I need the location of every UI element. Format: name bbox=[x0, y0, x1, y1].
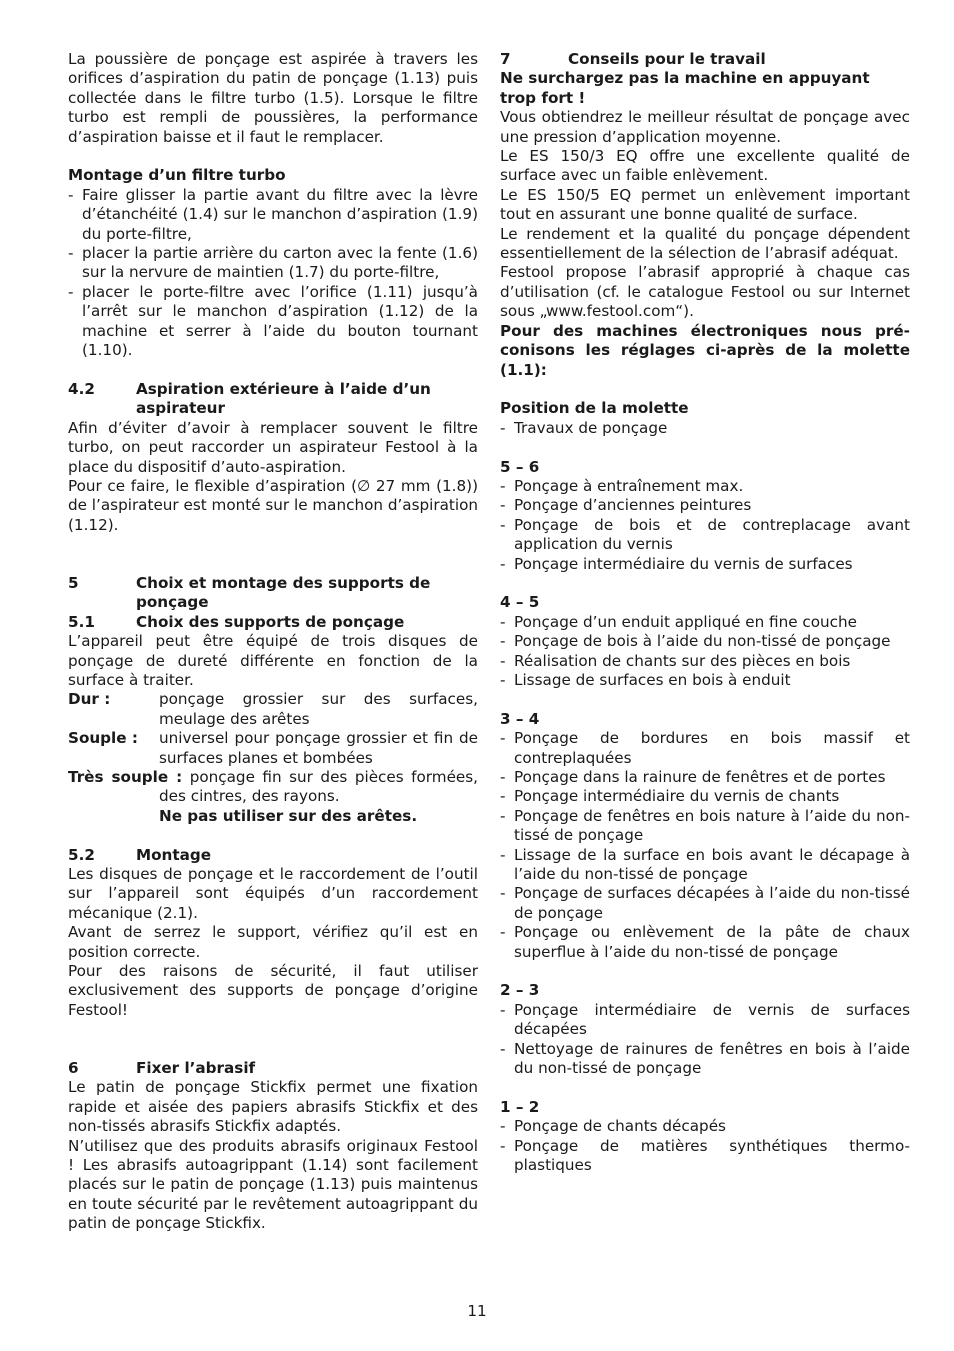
section-title: Choix des supports de ponçage bbox=[136, 612, 405, 631]
setting-list bbox=[500, 1117, 910, 1175]
right-column bbox=[500, 50, 910, 1175]
section-5-1-paragraph: L’appareil peut être équipé de trois disques de ponçage de dureté différente en fonction de la surface à traiter. bbox=[68, 632, 478, 689]
list-item: - Ponçage ou enlèvement de la pâte de chaux superflue à l’aide du non-tissé de ponçage bbox=[500, 923, 910, 962]
list-item: - Ponçage de bois à l’aide du non-tissé de ponçage bbox=[500, 632, 910, 651]
setting-list bbox=[500, 477, 910, 574]
term-dur bbox=[68, 690, 478, 729]
list-item: - Ponçage de surfaces décapées à l’aide du non-tissé de ponçage bbox=[500, 884, 910, 923]
setting-range: 4 – 5 bbox=[500, 593, 540, 612]
recommendation-text: Pour des machines électroniques nous pré-conisons les réglages ci-après de la molette (1.1): bbox=[500, 321, 910, 379]
section-number: 6 bbox=[68, 1059, 79, 1078]
term-description: ponçage fin sur des pièces formées, des cintres, des rayons. bbox=[159, 767, 478, 806]
section-7-paragraph-1: Vous obtiendrez le meilleur résultat de ponçage avec une pression d’application moyenne. bbox=[500, 108, 910, 146]
setting-range: 3 – 4 bbox=[500, 709, 540, 728]
term-label: Dur : bbox=[68, 690, 111, 709]
setting-range: 5 – 6 bbox=[500, 457, 540, 476]
section-number: 4.2 bbox=[68, 379, 95, 398]
section-7-paragraph-3: Le ES 150/5 EQ permet un enlèvement important tout en assurant une bonne qualité de surface. bbox=[500, 185, 910, 224]
section-5-2-paragraph-1: Les disques de ponçage et le raccordement de l’outil sur l’appareil sont équipés d’un raccordement mécanique (2.1). bbox=[68, 865, 478, 922]
list-item: - Ponçage intermédiaire du vernis de surfaces bbox=[500, 555, 910, 574]
section-4-2-paragraph-2: Pour ce faire, le flexible d’aspiration (∅ 27 mm (1.8)) de l’aspirateur est monté sur le manchon d’aspiration (1.12). bbox=[68, 476, 479, 534]
page-number: 11 bbox=[467, 1302, 487, 1320]
list-item: - Travaux de ponçage bbox=[500, 419, 910, 438]
setting-range: 2 – 3 bbox=[500, 981, 540, 1000]
intro-paragraph: La poussière de ponçage est aspirée à travers les orifices d’aspiration du patin de ponçage (1.13) puis collectée dans le filtre turbo (1.5). Lorsque le filtre turbo est rempli de poussières, la performance d’aspiration baisse et il faut le remplacer. bbox=[68, 50, 478, 146]
overload-warning: Ne surchargez pas la machine en appuyant trop fort ! bbox=[500, 69, 870, 107]
section-7-paragraph-5: Festool propose l’abrasif approprié à chaque cas d’utilisation (cf. le catalogue Festool ou sur Internet sous „www.festool.com“). bbox=[500, 263, 910, 321]
list-item: - Réalisation de chants sur des pièces en bois bbox=[500, 652, 910, 671]
list-item: - Ponçage intermédiaire du vernis de chants bbox=[500, 787, 910, 806]
montage-filtre-heading: Montage d’un filtre turbo bbox=[68, 166, 286, 185]
section-7-heading bbox=[500, 50, 910, 69]
section-title: Choix et montage des supports de ponçage bbox=[136, 573, 431, 612]
section-title: Conseils pour le travail bbox=[568, 50, 766, 68]
list-item: - Ponçage à entraînement max. bbox=[500, 477, 910, 496]
section-title: Montage bbox=[136, 845, 212, 864]
term-description: ponçage grossier sur des surfaces, meulage des arêtes bbox=[159, 690, 478, 728]
list-item: - Ponçage d’anciennes peintures bbox=[500, 496, 910, 515]
list-item: - Ponçage intermédiaire de vernis de surfaces décapées bbox=[500, 1001, 910, 1040]
section-6-heading bbox=[68, 1059, 478, 1078]
section-4-2-heading bbox=[68, 380, 478, 419]
section-5-heading bbox=[68, 574, 478, 613]
setting-list bbox=[500, 729, 910, 962]
list-item: - Ponçage de fenêtres en bois nature à l’aide du non-tissé de ponçage bbox=[500, 807, 910, 846]
section-6-paragraph-2: N’utilisez que des produits abrasifs originaux Festool ! Les abrasifs autoagrippant (1.14) sont facilement placés sur le patin de ponçage (1.13) puis maintenus en toute sécurité par le revêtement autoagrippant du patin de ponçage Stickfix. bbox=[68, 1136, 478, 1233]
section-5-1-heading bbox=[68, 613, 478, 632]
position-subtitle-list bbox=[500, 419, 910, 438]
setting-range: 1 – 2 bbox=[500, 1097, 540, 1116]
setting-list bbox=[500, 1001, 910, 1079]
setting-list bbox=[500, 613, 910, 691]
term-label: Souple : bbox=[68, 729, 138, 748]
list-item: - Nettoyage de rainures de fenêtres en bois à l’aide du non-tissé de ponçage bbox=[500, 1040, 910, 1079]
term-description: universel pour ponçage grossier et fin de surfaces planes et bombées bbox=[159, 729, 478, 767]
list-item: - Ponçage de matières synthétiques thermo-plastiques bbox=[500, 1137, 910, 1176]
list-item: - Ponçage de bordures en bois massif et contreplaquées bbox=[500, 729, 910, 768]
list-item: - placer le porte-filtre avec l’orifice (1.11) jusqu’à l’arrêt sur le manchon d’aspiration (1.12) de la machine et serrer à l’aide du bouton tournant (1.10). bbox=[68, 283, 478, 361]
list-item: - Ponçage d’un enduit appliqué en fine couche bbox=[500, 613, 910, 632]
section-5-2-paragraph-2: Avant de serrez le support, vérifiez qu’il est en position correcte. bbox=[68, 923, 478, 961]
position-heading: Position de la molette bbox=[500, 399, 689, 418]
list-item: - Ponçage de chants décapés bbox=[500, 1117, 910, 1136]
list-item: - Ponçage dans la rainure de fenêtres et de portes bbox=[500, 768, 910, 787]
section-title: Aspiration extérieure à l’aide d’un aspirateur bbox=[136, 379, 431, 418]
list-item: - placer la partie arrière du carton avec la fente (1.6) sur la nervure de maintien (1.7) du porte-filtre, bbox=[68, 244, 478, 283]
montage-filtre-list bbox=[68, 186, 478, 361]
section-7-paragraph-4: Le rendement et la qualité du ponçage dépendent essentiellement de la sélection de l’abrasif adéquat. bbox=[500, 224, 910, 263]
arete-warning: Ne pas utiliser sur des arêtes. bbox=[159, 806, 418, 825]
section-7-paragraph-2: Le ES 150/3 EQ offre une excellente qualité de surface avec un faible enlèvement. bbox=[500, 147, 910, 185]
section-number: 5.2 bbox=[68, 845, 95, 864]
term-souple bbox=[68, 729, 478, 768]
section-title: Fixer l’abrasif bbox=[136, 1059, 256, 1078]
left-column bbox=[68, 50, 478, 1234]
list-item: - Lissage de surfaces en bois à enduit bbox=[500, 671, 910, 690]
term-label: Très souple : bbox=[68, 767, 183, 786]
list-item: - Ponçage de bois et de contreplacage avant application du vernis bbox=[500, 516, 910, 555]
section-5-2-paragraph-3: Pour des raisons de sécurité, il faut utiliser exclusivement des supports de ponçage d’origine Festool! bbox=[68, 962, 478, 1019]
section-number: 7 bbox=[500, 50, 511, 68]
section-number: 5 bbox=[68, 573, 79, 592]
list-item: - Faire glisser la partie avant du filtre avec la lèvre d’étanchéité (1.4) sur le manchon d’aspiration (1.9) du porte-filtre, bbox=[68, 186, 478, 244]
term-tres-souple bbox=[68, 768, 478, 807]
section-5-2-heading bbox=[68, 846, 478, 865]
section-number: 5.1 bbox=[68, 612, 95, 631]
list-item: - Lissage de la surface en bois avant le décapage à l’aide du non-tissé de ponçage bbox=[500, 846, 910, 885]
section-6-paragraph-1: Le patin de ponçage Stickfix permet une fixation rapide et aisée des papiers abrasifs Stickfix et des non-tissés abrasifs Stickfix adaptés. bbox=[68, 1078, 478, 1136]
section-4-2-paragraph-1: Afin d’éviter d’avoir à remplacer souvent le filtre turbo, on peut raccorder un aspirateur Festool à la place du dispositif d’auto-aspiration. bbox=[68, 418, 478, 476]
